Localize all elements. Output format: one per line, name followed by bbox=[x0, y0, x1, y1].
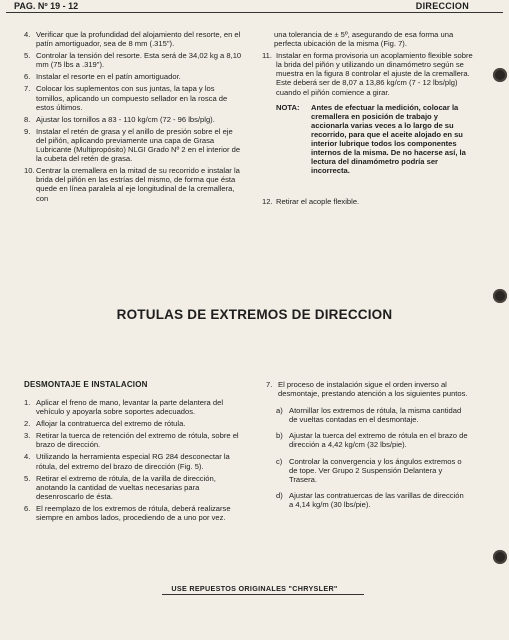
note-text: Antes de efectuar la medición, colocar la cremallera en posición de trabajo y accionarla varias veces a lo largo de su recorrido, para que el aceite alojado en su interior lubrique todos los componentes internos de la misma. De no hacerse así, la lectura del dinamómetro podría ser incorrecta. bbox=[311, 102, 466, 176]
section-header: DIRECCION bbox=[415, 1, 469, 11]
section-title: ROTULAS DE EXTREMOS DE DIRECCION bbox=[116, 307, 393, 322]
substep-list bbox=[266, 406, 470, 509]
binder-hole bbox=[493, 550, 507, 564]
step-item: 8. Ajustar los tornillos a 83 - 110 kg/cm (72 - 96 lbs/plg). bbox=[24, 114, 215, 124]
binder-hole bbox=[493, 68, 507, 82]
page-number: PAG. Nº 19 - 12 bbox=[14, 1, 79, 11]
header-rule bbox=[6, 12, 503, 13]
step-item: 5. Retirar el extremo de rótula, de la varilla de dirección, anotando la cantidad de vueltas necesarias para desenroscarlo de ésta. bbox=[24, 473, 216, 501]
step-item: 4. Verificar que la profundidad del alojamiento del resorte, en el patín amortiguador, sea de 8 mm (.315"). bbox=[24, 30, 241, 49]
substep-item: b) Ajustar la tuerca del extremo de rótula en el brazo de dirección a 4,42 kg/cm (32 lbs/pie). bbox=[276, 431, 468, 450]
step-item: 9. Instalar el retén de grasa y el anillo de presión sobre el eje del piñón, aplicando previamente una capa de Grasa Lubricante (Multipropósito) NLGI Grado Nº 2 en el interior de la cubeta del retén de grasa. bbox=[24, 126, 241, 164]
footer-rule bbox=[162, 594, 364, 595]
step-item: 10. Centrar la cremallera en la mitad de su recorrido e instalar la brida del piñón en las estrías del mismo, de forma que ésta quede en línea paralela al eje longitudinal de la cremallera, con bbox=[24, 166, 240, 203]
note-label: NOTA: bbox=[276, 102, 300, 112]
upper-right-column bbox=[262, 30, 474, 210]
subheading: DESMONTAJE E INSTALACION bbox=[24, 380, 148, 389]
upper-left-column bbox=[24, 30, 244, 206]
step-item: 7. El proceso de instalación sigue el orden inverso al desmontaje, prestando atención a los siguientes puntos. bbox=[266, 380, 468, 399]
step-item: 3. Retirar la tuerca de retención del extremo de rótula, sobre el brazo de dirección. bbox=[24, 431, 239, 450]
lower-right-column bbox=[266, 380, 470, 516]
step-item: 11. Instalar en forma provisoria un acoplamiento flexible sobre la brida del piñón y utilizando un dinamómetro según se muestra en la figura 8 controlar el ajuste de la cremallera. Este deberá ser de 8,07 a 13,86 kg/cm (7 - 12 lbs/plg) cuando el piñón comience a girar. bbox=[262, 51, 473, 97]
step-item: 4. Utilizando la herramienta especial RG 284 desconectar la rótula, del extremo del brazo de dirección (Fig. 5). bbox=[24, 452, 230, 471]
step-item: 1. Aplicar el freno de mano, levantar la parte delantera del vehículo y apoyarla sobre soportes adecuados. bbox=[24, 398, 224, 417]
step-item: 12. Retirar el acople flexible. bbox=[262, 197, 360, 207]
substep-item: a) Atornillar los extremos de rótula, la misma cantidad de vueltas contadas en el desmontaje. bbox=[276, 406, 462, 425]
step-item: 6. El reemplazo de los extremos de rótula, deberá realizarse siempre en ambos lados, procediendo de a uno por vez. bbox=[24, 503, 231, 523]
step-item: 2. Aflojar la contratuerca del extremo de rótula. bbox=[24, 419, 186, 429]
step-item: 6. Instalar el resorte en el patín amortiguador. bbox=[24, 72, 181, 82]
substep-item: c) Controlar la convergencia y los ángulos extremos o de tope. Ver Grupo 2 Suspensión Delantera y Trasera. bbox=[276, 456, 462, 484]
step-continuation: una tolerancia de ± 5º, asegurando de esa forma una perfecta ubicación de la misma (Fig. 7). bbox=[274, 30, 454, 49]
lower-left-column bbox=[24, 398, 244, 525]
binder-hole bbox=[493, 289, 507, 303]
step-item: 7. Colocar los suplementos con sus juntas, la tapa y los tornillos, aplicando un compuesto sellador en la rosca de estos últimos. bbox=[24, 84, 228, 112]
substep-item: d) Ajustar las contratuercas de las varillas de dirección a 4,14 kg/m (30 lbs/pie). bbox=[276, 490, 464, 509]
footer-text: USE REPUESTOS ORIGINALES "CHRYSLER" bbox=[171, 584, 338, 593]
step-item: 5. Controlar la tensión del resorte. Esta será de 34,02 kg a 8,10 mm (75 lbs a .319"). bbox=[24, 51, 242, 70]
note-block bbox=[276, 103, 474, 176]
